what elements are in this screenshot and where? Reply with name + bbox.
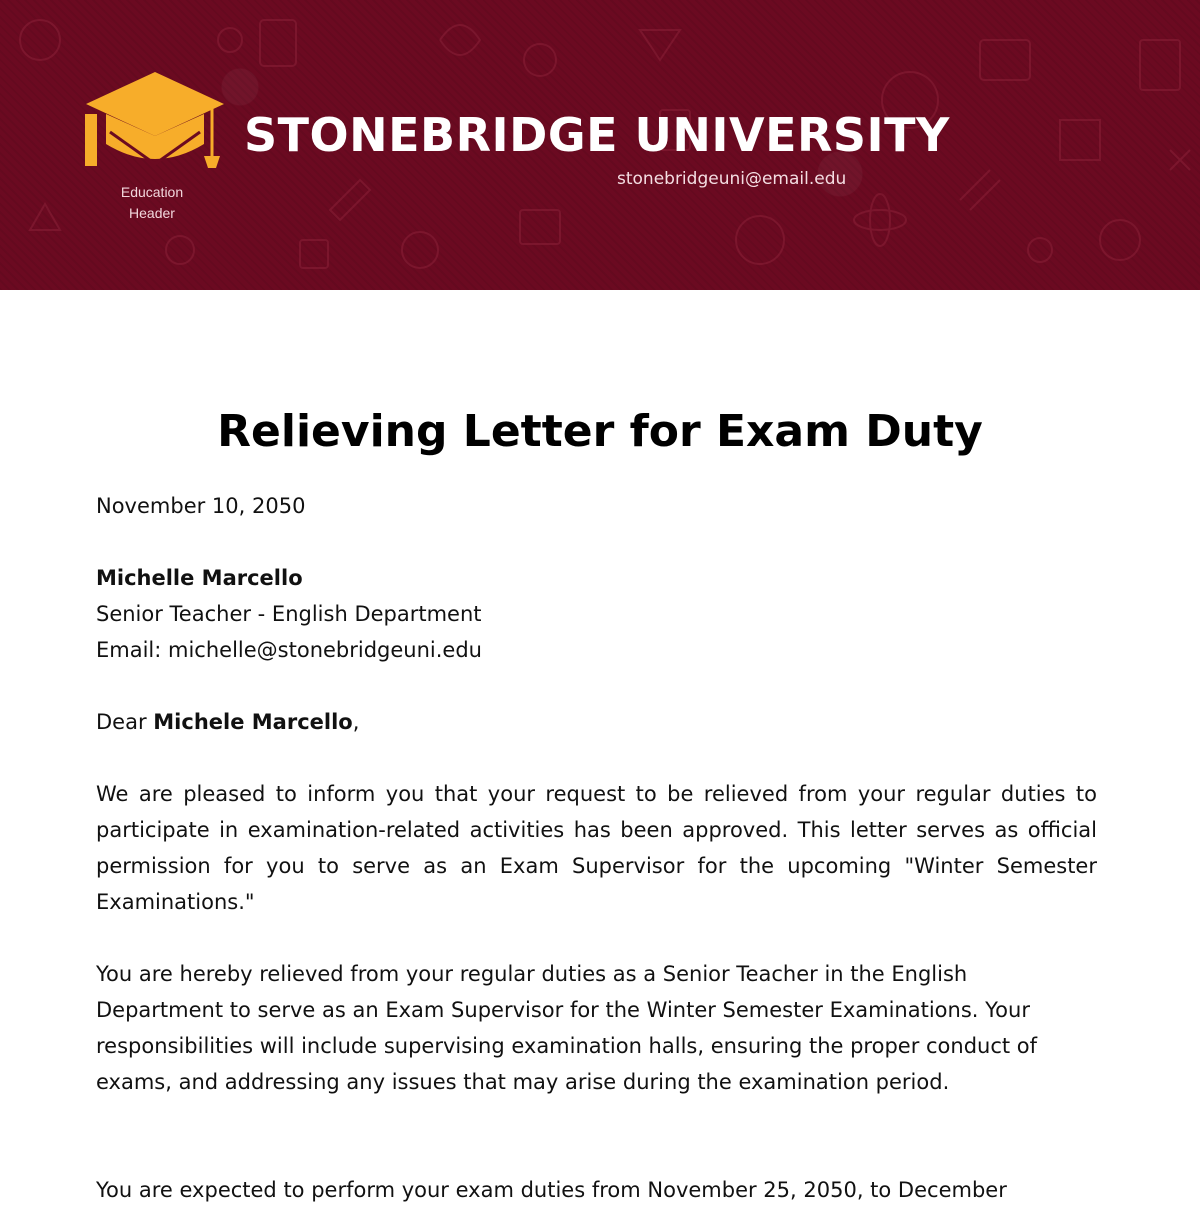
paragraph-responsibilities: You are hereby relieved from your regular duties as a Senior Teacher in the English Department to serve as an Exam Supervisor for the Winter Semester Examinations. Your responsibilities will include supervising examination halls, ensuring the proper conduct of exams, and addressing any issues that may arise during the examination period. (96, 962, 1038, 1094)
letter-date: November 10, 2050 (96, 494, 306, 518)
recipient-name: Michelle Marcello (96, 566, 303, 590)
recipient-email: Email: michelle@stonebridgeuni.edu (96, 638, 482, 662)
salutation-prefix: Dear (96, 710, 154, 734)
salutation (96, 704, 1097, 740)
recipient-position: Senior Teacher - English Department (96, 602, 482, 626)
paragraph-duty-period: You are expected to perform your exam duties from November 25, 2050, to December (96, 1178, 1007, 1202)
salutation-name: Michele Marcello (153, 710, 353, 734)
salutation-suffix: , (352, 710, 360, 734)
logo-caption: Education Header (120, 184, 184, 221)
graduation-cap-icon (82, 70, 228, 174)
letterhead-banner (0, 0, 1200, 290)
letter-title: Relieving Letter for Exam Duty (217, 406, 983, 457)
university-name: STONEBRIDGE UNIVERSITY (244, 108, 950, 162)
university-email: stonebridgeuni@email.edu (617, 169, 847, 189)
recipient-block (96, 560, 1097, 668)
paragraph-approval: We are pleased to inform you that your request to be relieved from your regular duties to participate in examination-related activities has been approved. This letter serves as official permission for you to serve as an Exam Supervisor for the upcoming "Winter Semester Examinations." (96, 782, 1097, 914)
